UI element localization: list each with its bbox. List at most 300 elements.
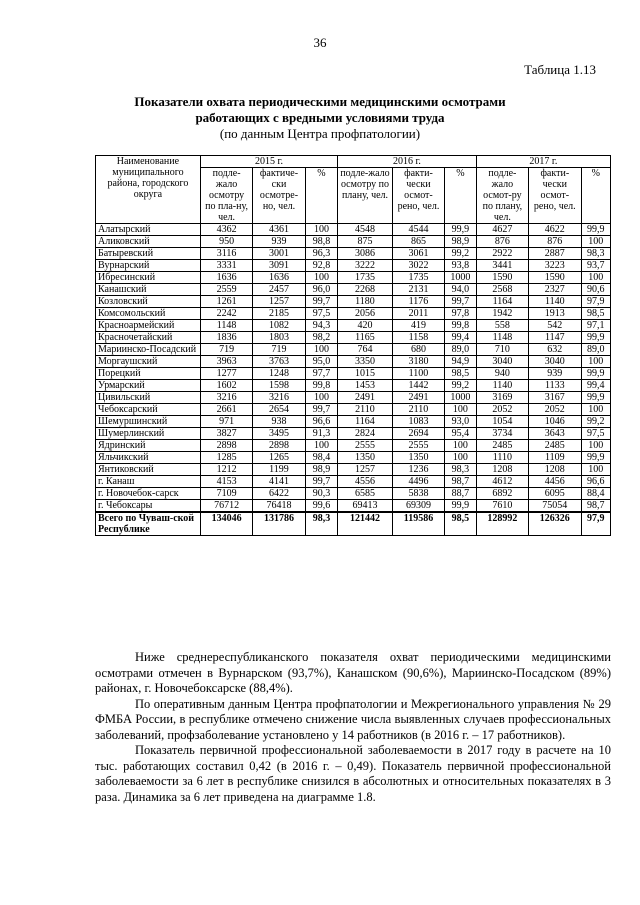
table-cell: 2485 bbox=[476, 440, 528, 452]
table-cell: 2485 bbox=[529, 440, 581, 452]
table-cell: 76418 bbox=[253, 500, 305, 513]
table-cell: 3222 bbox=[338, 260, 393, 272]
subheader-percent: % bbox=[445, 168, 476, 224]
district-name: Батыревский bbox=[96, 248, 201, 260]
table-cell: 1598 bbox=[253, 380, 305, 392]
table-cell: 1836 bbox=[200, 332, 252, 344]
table-cell: 950 bbox=[200, 236, 252, 248]
table-cell: 939 bbox=[253, 236, 305, 248]
district-name: г. Новочебок-сарск bbox=[96, 488, 201, 500]
table-cell: 3734 bbox=[476, 428, 528, 440]
table-cell: 100 bbox=[305, 440, 338, 452]
table-cell: 1000 bbox=[445, 392, 476, 404]
table-cell: 542 bbox=[529, 320, 581, 332]
table-cell: 1176 bbox=[392, 296, 444, 308]
table-row bbox=[96, 500, 611, 513]
table-cell: 4627 bbox=[476, 224, 528, 236]
table-cell: 90,3 bbox=[305, 488, 338, 500]
table-row bbox=[96, 488, 611, 500]
table-cell: 93,7 bbox=[581, 260, 610, 272]
table-row bbox=[96, 260, 611, 272]
table-cell: 99,2 bbox=[581, 416, 610, 428]
table-cell: 93,0 bbox=[445, 416, 476, 428]
table-cell: 97,1 bbox=[581, 320, 610, 332]
table-cell: 710 bbox=[476, 344, 528, 356]
subheader-planned: подле-жало осмот-ру по плану, чел. bbox=[476, 168, 528, 224]
table-cell: 99,4 bbox=[581, 380, 610, 392]
table-cell: 99,7 bbox=[305, 296, 338, 308]
table-cell: 119586 bbox=[392, 512, 444, 536]
table-cell: 99,9 bbox=[581, 224, 610, 236]
district-name: Вурнарский bbox=[96, 260, 201, 272]
table-cell: 1133 bbox=[529, 380, 581, 392]
table-cell: 1165 bbox=[338, 332, 393, 344]
table-cell: 99,8 bbox=[305, 380, 338, 392]
table-row bbox=[96, 344, 611, 356]
table-cell: 1590 bbox=[529, 272, 581, 284]
table-cell: 1636 bbox=[253, 272, 305, 284]
table-cell: 1735 bbox=[338, 272, 393, 284]
table-cell: 4362 bbox=[200, 224, 252, 236]
table-cell: 1147 bbox=[529, 332, 581, 344]
table-cell: 2491 bbox=[338, 392, 393, 404]
table-cell: 4548 bbox=[338, 224, 393, 236]
table-cell: 1602 bbox=[200, 380, 252, 392]
table-row bbox=[96, 320, 611, 332]
table-cell: 98,5 bbox=[581, 308, 610, 320]
table-cell: 3167 bbox=[529, 392, 581, 404]
table-cell: 4153 bbox=[200, 476, 252, 488]
table-cell: 3441 bbox=[476, 260, 528, 272]
table-cell: 3091 bbox=[253, 260, 305, 272]
table-cell: 3116 bbox=[200, 248, 252, 260]
table-cell: 2898 bbox=[200, 440, 252, 452]
table-cell: 3169 bbox=[476, 392, 528, 404]
table-cell: 3216 bbox=[200, 392, 252, 404]
table-cell: 1100 bbox=[392, 368, 444, 380]
table-cell: 4496 bbox=[392, 476, 444, 488]
table-cell: 2555 bbox=[338, 440, 393, 452]
table-row bbox=[96, 368, 611, 380]
table-cell: 100 bbox=[581, 236, 610, 248]
table-cell: 1735 bbox=[392, 272, 444, 284]
subheader-planned: подле-жало осмотру по плану, чел. bbox=[338, 168, 393, 224]
table-cell: 940 bbox=[476, 368, 528, 380]
district-name: Шемуршинский bbox=[96, 416, 201, 428]
table-cell: 1148 bbox=[200, 320, 252, 332]
table-row bbox=[96, 380, 611, 392]
table-cell: 76712 bbox=[200, 500, 252, 513]
table-cell: 1158 bbox=[392, 332, 444, 344]
page-number: 36 bbox=[313, 35, 327, 50]
table-cell: 1208 bbox=[476, 464, 528, 476]
table-cell: 100 bbox=[581, 440, 610, 452]
table-row bbox=[96, 356, 611, 368]
table-cell: 92,8 bbox=[305, 260, 338, 272]
table-cell: 3763 bbox=[253, 356, 305, 368]
table-row bbox=[96, 428, 611, 440]
table-cell: 97,9 bbox=[581, 296, 610, 308]
total-row bbox=[96, 512, 611, 536]
table-label: Таблица 1.13 bbox=[524, 62, 596, 77]
subheader-percent: % bbox=[581, 168, 610, 224]
district-name: Аликовский bbox=[96, 236, 201, 248]
district-name: Яльчикский bbox=[96, 452, 201, 464]
table-cell: 2824 bbox=[338, 428, 393, 440]
table-cell: 99,9 bbox=[581, 332, 610, 344]
table-cell: 94,9 bbox=[445, 356, 476, 368]
table-cell: 680 bbox=[392, 344, 444, 356]
table-cell: 1285 bbox=[200, 452, 252, 464]
table-cell: 1046 bbox=[529, 416, 581, 428]
table-cell: 3963 bbox=[200, 356, 252, 368]
table-cell: 99,7 bbox=[445, 296, 476, 308]
table-cell: 2327 bbox=[529, 284, 581, 296]
table-row bbox=[96, 404, 611, 416]
header-year: 2017 г. bbox=[476, 156, 610, 168]
table-cell: 2654 bbox=[253, 404, 305, 416]
table-cell: 1248 bbox=[253, 368, 305, 380]
table-cell: 1148 bbox=[476, 332, 528, 344]
table-cell: 93,8 bbox=[445, 260, 476, 272]
table-cell: 2131 bbox=[392, 284, 444, 296]
table-row bbox=[96, 392, 611, 404]
table-cell: 2011 bbox=[392, 308, 444, 320]
table-cell: 1000 bbox=[445, 272, 476, 284]
table-cell: 3495 bbox=[253, 428, 305, 440]
table-cell: 1140 bbox=[529, 296, 581, 308]
table-cell: 3350 bbox=[338, 356, 393, 368]
table-body bbox=[96, 224, 611, 536]
table-cell: 2559 bbox=[200, 284, 252, 296]
table-cell: 4612 bbox=[476, 476, 528, 488]
table-cell: 98,3 bbox=[305, 512, 338, 536]
table-cell: 88,7 bbox=[445, 488, 476, 500]
table-cell: 6422 bbox=[253, 488, 305, 500]
table-cell: 4556 bbox=[338, 476, 393, 488]
table-cell: 99,9 bbox=[581, 392, 610, 404]
table-cell: 3061 bbox=[392, 248, 444, 260]
table-cell: 97,7 bbox=[305, 368, 338, 380]
table-cell: 2661 bbox=[200, 404, 252, 416]
table-cell: 2268 bbox=[338, 284, 393, 296]
table-cell: 1164 bbox=[476, 296, 528, 308]
table-cell: 2185 bbox=[253, 308, 305, 320]
district-name: Козловский bbox=[96, 296, 201, 308]
table-cell: 2694 bbox=[392, 428, 444, 440]
district-name: Чебоксарский bbox=[96, 404, 201, 416]
subheader-actual: фактиче-ски осмотре-но, чел. bbox=[253, 168, 305, 224]
table-cell: 3086 bbox=[338, 248, 393, 260]
table-cell: 98,2 bbox=[305, 332, 338, 344]
table-cell: 2898 bbox=[253, 440, 305, 452]
table-cell: 131786 bbox=[253, 512, 305, 536]
table-cell: 3040 bbox=[476, 356, 528, 368]
district-name: Мариинско-Посадский bbox=[96, 344, 201, 356]
table-cell: 7610 bbox=[476, 500, 528, 513]
district-name: Всего по Чуваш-ской Республике bbox=[96, 512, 201, 536]
table-cell: 99,7 bbox=[305, 476, 338, 488]
table-cell: 3001 bbox=[253, 248, 305, 260]
table-cell: 88,4 bbox=[581, 488, 610, 500]
district-name: Порецкий bbox=[96, 368, 201, 380]
table-cell: 1082 bbox=[253, 320, 305, 332]
table-cell: 2242 bbox=[200, 308, 252, 320]
table-row bbox=[96, 416, 611, 428]
table-cell: 1350 bbox=[392, 452, 444, 464]
table-cell: 6892 bbox=[476, 488, 528, 500]
district-name: Ибресинский bbox=[96, 272, 201, 284]
table-cell: 98,5 bbox=[445, 512, 476, 536]
table-title bbox=[80, 94, 560, 142]
table-cell: 4544 bbox=[392, 224, 444, 236]
table-cell: 98,7 bbox=[445, 476, 476, 488]
table-cell: 98,3 bbox=[581, 248, 610, 260]
table-cell: 94,0 bbox=[445, 284, 476, 296]
table-cell: 4622 bbox=[529, 224, 581, 236]
table-cell: 2110 bbox=[392, 404, 444, 416]
district-name: Канашский bbox=[96, 284, 201, 296]
table-cell: 99,9 bbox=[445, 224, 476, 236]
district-name: Алатырский bbox=[96, 224, 201, 236]
table-cell: 3223 bbox=[529, 260, 581, 272]
table-cell: 1453 bbox=[338, 380, 393, 392]
table-cell: 1913 bbox=[529, 308, 581, 320]
table-cell: 5838 bbox=[392, 488, 444, 500]
district-name: Цивильский bbox=[96, 392, 201, 404]
table-cell: 75054 bbox=[529, 500, 581, 513]
table-cell: 96,6 bbox=[305, 416, 338, 428]
table-cell: 99,7 bbox=[305, 404, 338, 416]
table-cell: 97,9 bbox=[581, 512, 610, 536]
header-year: 2016 г. bbox=[338, 156, 476, 168]
table-cell: 1636 bbox=[200, 272, 252, 284]
table-cell: 4141 bbox=[253, 476, 305, 488]
table-cell: 121442 bbox=[338, 512, 393, 536]
table-cell: 97,8 bbox=[445, 308, 476, 320]
table-cell: 100 bbox=[445, 452, 476, 464]
paragraph: Ниже среднереспубликанского показателя охват периодическими медицинскими осмотрами отмечен в Вурнарском (93,7%), Канашском (90,6%), Мариинско-Посадском (89%) районах, г. Новочебоксарске (88,4%). bbox=[95, 650, 611, 695]
table-row bbox=[96, 296, 611, 308]
table-cell: 96,6 bbox=[581, 476, 610, 488]
table-cell: 99,9 bbox=[581, 452, 610, 464]
table-cell: 2922 bbox=[476, 248, 528, 260]
table-cell: 98,5 bbox=[445, 368, 476, 380]
table-cell: 1803 bbox=[253, 332, 305, 344]
table-row bbox=[96, 452, 611, 464]
table-cell: 99,4 bbox=[445, 332, 476, 344]
table-cell: 100 bbox=[305, 344, 338, 356]
district-name: г. Чебоксары bbox=[96, 500, 201, 513]
table-cell: 2568 bbox=[476, 284, 528, 296]
table-cell: 2052 bbox=[529, 404, 581, 416]
subheader-actual: факти-чески осмот-рено, чел. bbox=[392, 168, 444, 224]
table-cell: 3827 bbox=[200, 428, 252, 440]
table-cell: 4456 bbox=[529, 476, 581, 488]
table-cell: 91,3 bbox=[305, 428, 338, 440]
table-cell: 99,2 bbox=[445, 380, 476, 392]
table-cell: 98,8 bbox=[305, 236, 338, 248]
table-cell: 126326 bbox=[529, 512, 581, 536]
table-cell: 100 bbox=[581, 272, 610, 284]
table-cell: 69309 bbox=[392, 500, 444, 513]
table-cell: 875 bbox=[338, 236, 393, 248]
table-cell: 128992 bbox=[476, 512, 528, 536]
table-cell: 1942 bbox=[476, 308, 528, 320]
table-cell: 1212 bbox=[200, 464, 252, 476]
table-cell: 419 bbox=[392, 320, 444, 332]
table-cell: 939 bbox=[529, 368, 581, 380]
table-cell: 1164 bbox=[338, 416, 393, 428]
table-cell: 1257 bbox=[338, 464, 393, 476]
table-cell: 865 bbox=[392, 236, 444, 248]
body-text bbox=[95, 650, 611, 805]
subheader-percent: % bbox=[305, 168, 338, 224]
table-cell: 100 bbox=[581, 464, 610, 476]
table-cell: 99,6 bbox=[305, 500, 338, 513]
table-cell: 7109 bbox=[200, 488, 252, 500]
table-row bbox=[96, 332, 611, 344]
district-name: Моргаушский bbox=[96, 356, 201, 368]
table-cell: 90,6 bbox=[581, 284, 610, 296]
table-cell: 6585 bbox=[338, 488, 393, 500]
table-cell: 95,4 bbox=[445, 428, 476, 440]
table-cell: 764 bbox=[338, 344, 393, 356]
table-cell: 2052 bbox=[476, 404, 528, 416]
table-cell: 558 bbox=[476, 320, 528, 332]
table-row bbox=[96, 284, 611, 296]
table-cell: 97,5 bbox=[581, 428, 610, 440]
table-cell: 2457 bbox=[253, 284, 305, 296]
table-cell: 1199 bbox=[253, 464, 305, 476]
table-row bbox=[96, 248, 611, 260]
table-row bbox=[96, 464, 611, 476]
coverage-table bbox=[95, 155, 611, 536]
table-cell: 1140 bbox=[476, 380, 528, 392]
paragraph: По оперативным данным Центра профпатологии и Межрегионального управления № 29 ФМБА России, в республике отмечено снижение числа выявленных случаев профессиональных заболеваний, профзаболевание установлено у 14 работников (в 2016 г. – 17 работников). bbox=[95, 696, 611, 742]
table-cell: 99,8 bbox=[445, 320, 476, 332]
table-cell: 97,5 bbox=[305, 308, 338, 320]
table-cell: 96,0 bbox=[305, 284, 338, 296]
table-cell: 1236 bbox=[392, 464, 444, 476]
table-cell: 99,9 bbox=[445, 500, 476, 513]
table-cell: 100 bbox=[445, 440, 476, 452]
table-cell: 3180 bbox=[392, 356, 444, 368]
table-cell: 1208 bbox=[529, 464, 581, 476]
table-cell: 1180 bbox=[338, 296, 393, 308]
table-cell: 420 bbox=[338, 320, 393, 332]
table-cell: 98,4 bbox=[305, 452, 338, 464]
table-cell: 1442 bbox=[392, 380, 444, 392]
table-cell: 719 bbox=[200, 344, 252, 356]
table-cell: 95,0 bbox=[305, 356, 338, 368]
table-cell: 100 bbox=[305, 224, 338, 236]
table-cell: 876 bbox=[529, 236, 581, 248]
table-cell: 100 bbox=[305, 272, 338, 284]
table-cell: 94,3 bbox=[305, 320, 338, 332]
header-year: 2015 г. bbox=[200, 156, 337, 168]
subheader-actual: факти-чески осмот-рено, чел. bbox=[529, 168, 581, 224]
table-cell: 3643 bbox=[529, 428, 581, 440]
table-cell: 1110 bbox=[476, 452, 528, 464]
table-cell: 1015 bbox=[338, 368, 393, 380]
subheader-planned: подле-жало осмотру по пла-ну, чел. bbox=[200, 168, 252, 224]
table-cell: 719 bbox=[253, 344, 305, 356]
table-row bbox=[96, 272, 611, 284]
table-cell: 938 bbox=[253, 416, 305, 428]
table-cell: 2887 bbox=[529, 248, 581, 260]
table-cell: 98,3 bbox=[445, 464, 476, 476]
paragraph: Показатель первичной профессиональной заболеваемости в 2017 году в расчете на 10 тыс. работающих составил 0,42 (в 2016 г. – 0,49). Показатель первичной профессиональной заболеваемости за 6 лет в республике снизился в абсолютных и относительных показателях в 3 раза. Динамика за 6 лет приведена на диаграмме 1.8. bbox=[95, 743, 611, 804]
table-cell: 98,7 bbox=[581, 500, 610, 513]
table-row bbox=[96, 440, 611, 452]
title-line-2: работающих с вредными условиями труда bbox=[195, 110, 445, 125]
table-cell: 1109 bbox=[529, 452, 581, 464]
table-cell: 98,9 bbox=[445, 236, 476, 248]
table-cell: 3022 bbox=[392, 260, 444, 272]
table-cell: 1054 bbox=[476, 416, 528, 428]
table-row bbox=[96, 476, 611, 488]
title-line-1: Показатели охвата периодическими медицинскими осмотрами bbox=[134, 94, 506, 109]
district-name: Комсомольский bbox=[96, 308, 201, 320]
table-row bbox=[96, 308, 611, 320]
table-cell: 1265 bbox=[253, 452, 305, 464]
table-cell: 1590 bbox=[476, 272, 528, 284]
table-cell: 4361 bbox=[253, 224, 305, 236]
table-cell: 2110 bbox=[338, 404, 393, 416]
table-cell: 1083 bbox=[392, 416, 444, 428]
table-cell: 99,9 bbox=[581, 368, 610, 380]
table-cell: 69413 bbox=[338, 500, 393, 513]
district-name: Шумерлинский bbox=[96, 428, 201, 440]
table-cell: 3216 bbox=[253, 392, 305, 404]
table-cell: 971 bbox=[200, 416, 252, 428]
title-line-3: (по данным Центра профпатологии) bbox=[219, 126, 421, 141]
table-cell: 98,9 bbox=[305, 464, 338, 476]
header-name: Наименование муниципального района, городского округа bbox=[96, 156, 201, 224]
district-name: Красноармейский bbox=[96, 320, 201, 332]
table-cell: 2056 bbox=[338, 308, 393, 320]
table-cell: 876 bbox=[476, 236, 528, 248]
table-cell: 1261 bbox=[200, 296, 252, 308]
table-cell: 134046 bbox=[200, 512, 252, 536]
district-name: Урмарский bbox=[96, 380, 201, 392]
district-name: Ядринский bbox=[96, 440, 201, 452]
table-cell: 632 bbox=[529, 344, 581, 356]
table-cell: 89,0 bbox=[581, 344, 610, 356]
table-cell: 3040 bbox=[529, 356, 581, 368]
table-cell: 96,3 bbox=[305, 248, 338, 260]
table-cell: 99,2 bbox=[445, 248, 476, 260]
table-cell: 1350 bbox=[338, 452, 393, 464]
table-cell: 100 bbox=[581, 356, 610, 368]
table-cell: 100 bbox=[305, 392, 338, 404]
table-cell: 6095 bbox=[529, 488, 581, 500]
table-cell: 2555 bbox=[392, 440, 444, 452]
table-cell: 89,0 bbox=[445, 344, 476, 356]
district-name: г. Канаш bbox=[96, 476, 201, 488]
table-cell: 100 bbox=[445, 404, 476, 416]
table-row bbox=[96, 224, 611, 236]
table-cell: 1257 bbox=[253, 296, 305, 308]
district-name: Красночетайский bbox=[96, 332, 201, 344]
table-cell: 2491 bbox=[392, 392, 444, 404]
table-cell: 3331 bbox=[200, 260, 252, 272]
table-row bbox=[96, 236, 611, 248]
district-name: Янтиковский bbox=[96, 464, 201, 476]
table-cell: 1277 bbox=[200, 368, 252, 380]
table-cell: 100 bbox=[581, 404, 610, 416]
